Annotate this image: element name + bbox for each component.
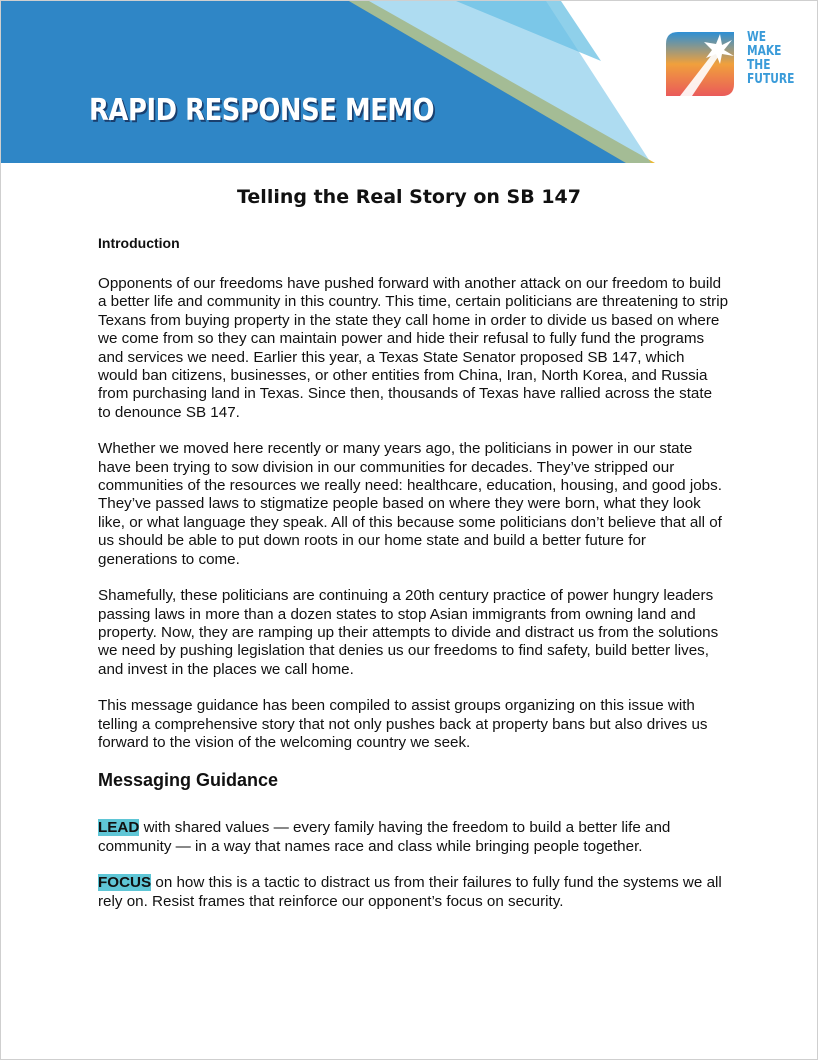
focus-keyword: FOCUS: [98, 874, 152, 892]
logo-line: MAKE: [747, 44, 782, 59]
lead-text: with shared values — every family having the freedom to build a better life and community — in a way that names race and class while bringing people together.: [98, 819, 671, 855]
focus-text: on how this is a tactic to distract us from their failures to fully fund the systems we all rely on. Resist frames that reinforce our opponent’s focus on security.: [98, 874, 722, 910]
guidance-lead: [98, 819, 728, 856]
logo-line: WE: [747, 30, 767, 45]
intro-heading: Introduction: [98, 235, 180, 251]
paragraph: Whether we moved here recently or many years ago, the politicians in power in our state have been trying to sow division in our communities for decades. They’ve stripped our communities of the resources we really need: healthcare, education, housing, and good jobs. They’ve passed laws to stigmatize people based on where they were born, what they look like, or what language they speak. All of this because some politicians don’t believe that all of us should be able to put down roots in our home state and build a better future for generations to come.: [98, 440, 722, 568]
memo-body: [98, 235, 728, 929]
paragraph: Shamefully, these politicians are continuing a 20th century practice of power hungry leaders passing laws in more than a dozen states to stop Asian immigrants from owning land and property. Now, they are ramping up their attempts to divide and distract us from the solutions we need by pushing legislation that denies us our freedoms to find safety, build better lives, and invest in the places we call home.: [98, 587, 719, 678]
logo-wordmark: [747, 31, 794, 87]
banner-title: RAPID RESPONSE MEMO: [89, 93, 435, 128]
logo-line: THE: [747, 58, 771, 73]
document-title: Telling the Real Story on SB 147: [236, 186, 581, 208]
sunburst-logo-icon: [664, 30, 740, 100]
paragraph: Opponents of our freedoms have pushed forward with another attack on our freedom to build a better life and community in this country. This time, certain politicians are threatening to strip Texans from buying property in the state they call home in order to divide us based on where we come from so they can maintain power and hide their refusal to fully fund the programs and services we need. Earlier this year, a Texas State Senator proposed SB 147, which would ban citizens, businesses, or other entities from China, Iran, North Korea, and Russia from purchasing land in Texas. Since then, thousands of Texas have rallied across the state to denounce SB 147.: [98, 275, 729, 421]
lead-keyword: LEAD: [98, 819, 140, 837]
messaging-guidance-heading: Messaging Guidance: [98, 770, 279, 791]
guidance-focus: [98, 874, 728, 911]
logo-line: FUTURE: [747, 72, 795, 87]
brand-logo: [664, 30, 794, 100]
header-banner: [1, 1, 817, 163]
paragraph: This message guidance has been compiled to assist groups organizing on this issue with telling a comprehensive story that not only pushes back at property bans but also drives us forward to the vision of the welcoming country we seek.: [98, 697, 708, 751]
